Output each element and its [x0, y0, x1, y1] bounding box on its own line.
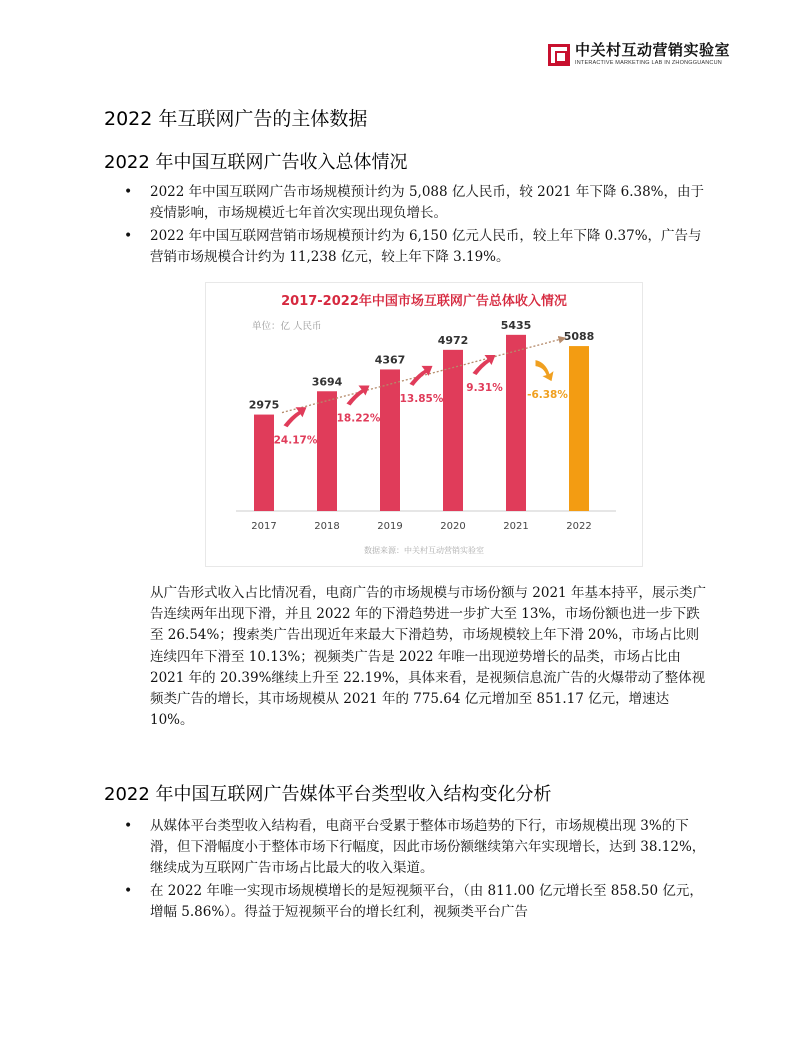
growth-arrow-icon	[410, 366, 433, 386]
growth-rate-label: 24.17%	[273, 434, 318, 447]
bullet-item: • 从媒体平台类型收入结构看，电商平台受累于整体市场趋势的下行，市场规模出现 3%的下滑，但下滑幅度小于整体市场下行幅度，因此市场份额继续第六年实现增长，达到 38.12%，继续成为互联网广告市场占比最大的收入渠道。	[150, 816, 710, 879]
x-tick-label: 2022	[566, 521, 592, 532]
x-tick-label: 2018	[314, 521, 340, 532]
x-tick-label: 2019	[377, 521, 403, 532]
bullet-list-overview	[150, 182, 710, 270]
chart-title: 2017-2022年中国市场互联网广告总体收入情况	[281, 294, 567, 309]
chart-bar	[506, 335, 526, 511]
subsection-heading-platform: 2022 年中国互联网广告媒体平台类型收入结构变化分析	[104, 784, 552, 805]
growth-rate-label: 13.85%	[399, 392, 444, 405]
lab-logo	[548, 42, 730, 67]
chart-bar	[380, 369, 400, 511]
growth-arrow-icon	[284, 407, 307, 427]
x-tick-label: 2017	[251, 521, 277, 532]
logo-icon	[548, 44, 570, 66]
growth-rate-label: 18.22%	[336, 412, 381, 425]
section-heading: 2022 年互联网广告的主体数据	[104, 108, 368, 130]
bar-value-label: 5435	[500, 318, 532, 332]
bullet-item: • 在 2022 年唯一实现市场规模增长的是短视频平台，（由 811.00 亿元增长至 858.50 亿元，增幅 5.86%）。得益于短视频平台的增长红利，视频类平台广告	[150, 881, 710, 923]
ad-format-paragraph: 从广告形式收入占比情况看，电商广告的市场规模与市场份额与 2021 年基本持平，展示类广告连续两年出现下滑，并且 2022 年的下滑趋势进一步扩大至 13%，市场份额也进一步下跌至 26.54%；搜索类广告出现近年来最大下滑趋势，市场规模较上年下滑 20%，市场占比则连续四年下滑至 10.13%；视频类广告是 2022 年唯一出现逆势增长的品类，市场占比由 2021 年的 20.39%继续上升至 22.19%，具体来看，是视频信息流广告的火爆带动了整体视频类广告的增长，其市场规模从 2021 年的 775.64 亿元增加至 851.17 亿元，增速达 10%。	[150, 585, 706, 729]
chart-bar	[443, 350, 463, 511]
bar-value-label: 4972	[437, 333, 469, 347]
logo-en-text: INTERACTIVE MARKETING LAB IN ZHONGGUANCUN	[575, 60, 722, 66]
x-tick-label: 2020	[440, 521, 466, 532]
bar-value-label: 3694	[311, 375, 343, 389]
chart-bar	[569, 346, 589, 511]
revenue-chart	[205, 282, 643, 567]
chart-source: 数据来源：中关村互动营销实验室	[364, 546, 484, 555]
chart-bar	[317, 391, 337, 511]
logo-cn-text: 中关村互动营销实验室	[575, 41, 731, 59]
bar-value-label: 4367	[374, 353, 406, 367]
x-tick-label: 2021	[503, 521, 529, 532]
bullet-item: • 2022 年中国互联网广告市场规模预计约为 5,088 亿人民币，较 2021 年下降 6.38%，由于疫情影响，市场规模近七年首次实现出现负增长。	[150, 182, 710, 224]
growth-arrow-icon	[347, 385, 370, 405]
growth-rate-label: -6.38%	[527, 389, 568, 402]
chart-unit: 单位：亿 人民币	[252, 321, 322, 332]
bullet-list-platform	[150, 816, 710, 925]
bullet-item: • 2022 年中国互联网营销市场规模预计约为 6,150 亿元人民币，较上年下降 0.37%，广告与营销市场规模合计约为 11,238 亿元，较上年下降 3.19%。	[150, 226, 710, 268]
growth-arrow-icon	[536, 360, 554, 381]
bar-value-label: 5088	[563, 330, 595, 344]
growth-rate-label: 9.31%	[466, 382, 503, 394]
subsection-heading-income: 2022 年中国互联网广告收入总体情况	[104, 152, 408, 173]
chart-bar	[254, 415, 274, 511]
growth-arrow-icon	[473, 355, 496, 375]
bar-value-label: 2975	[248, 398, 280, 412]
